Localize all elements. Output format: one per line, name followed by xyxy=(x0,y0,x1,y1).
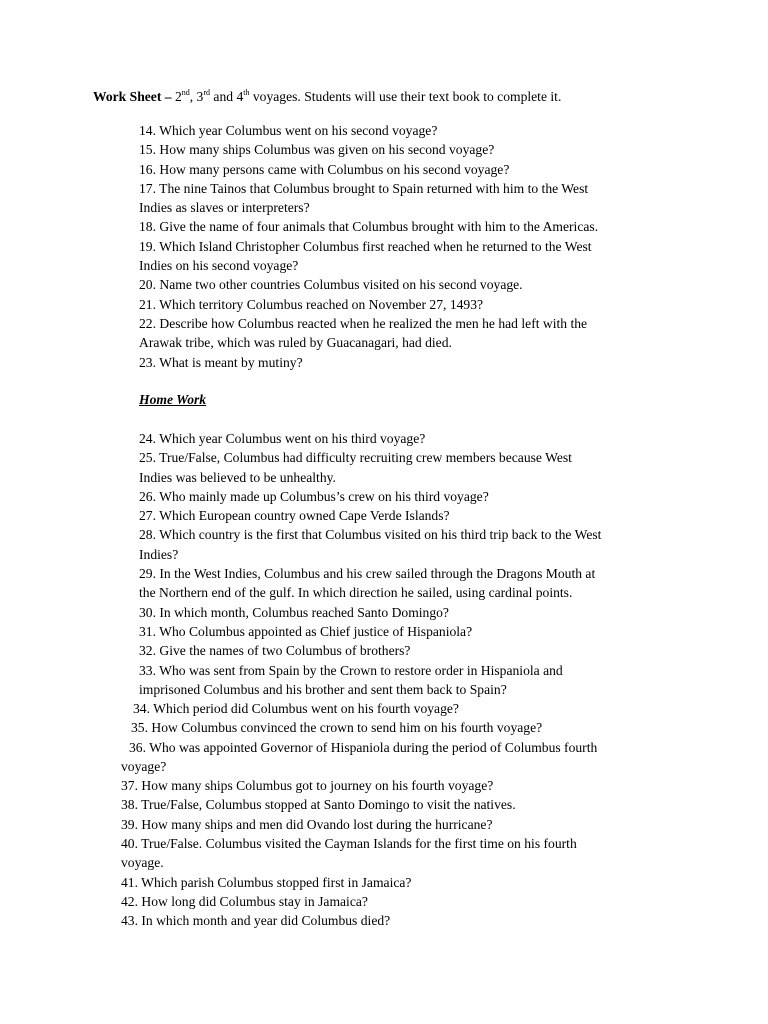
question-line: Indies as slaves or interpreters? xyxy=(139,200,310,216)
question-line: Indies was believed to be unhealthy. xyxy=(139,469,336,485)
question-line: 32. Give the names of two Columbus of brothers? xyxy=(139,643,411,659)
question-line: voyage? xyxy=(121,758,167,774)
question-line: 36. Who was appointed Governor of Hispaniola during the period of Columbus fourth xyxy=(129,739,598,755)
question-line: 42. How long did Columbus stay in Jamaica? xyxy=(121,893,368,909)
question-line: Indies? xyxy=(139,546,179,562)
question-line: 31. Who Columbus appointed as Chief justice of Hispaniola? xyxy=(139,623,473,639)
question-line: Indies on his second voyage? xyxy=(139,258,299,274)
second-voyage-questions xyxy=(139,121,598,372)
worksheet-header xyxy=(93,88,561,106)
question-line: 30. In which month, Columbus reached Santo Domingo? xyxy=(139,604,449,620)
question-line: 21. Which territory Columbus reached on November 27, 1493? xyxy=(139,296,484,312)
question-line: 35. How Columbus convinced the crown to send him on his fourth voyage? xyxy=(131,720,543,736)
question-line: 20. Name two other countries Columbus visited on his second voyage. xyxy=(139,277,523,293)
voyage-4-suffix: th xyxy=(243,88,250,97)
question-line: 26. Who mainly made up Columbus’s crew on his third voyage? xyxy=(139,488,489,504)
voyage-3-suffix: rd xyxy=(203,88,211,97)
question-line: 24. Which year Columbus went on his third voyage? xyxy=(139,431,426,446)
separator: , xyxy=(189,89,197,104)
third-voyage-questions xyxy=(139,429,601,699)
question-line: 41. Which parish Columbus stopped first in Jamaica? xyxy=(121,874,412,890)
question-line: imprisoned Columbus and his brother and sent them back to Spain? xyxy=(139,681,507,697)
question-line: 28. Which country is the first that Columbus visited on his third trip back to the West xyxy=(139,527,602,543)
question-line: the Northern end of the gulf. In which direction he sailed, using cardinal points. xyxy=(139,585,573,601)
fourth-voyage-questions xyxy=(121,699,597,931)
question-line: 39. How many ships and men did Ovando lost during the hurricane? xyxy=(121,816,493,832)
question-line: 23. What is meant by mutiny? xyxy=(139,354,303,370)
question-line: 14. Which year Columbus went on his second voyage? xyxy=(139,123,438,138)
question-line: Arawak tribe, which was ruled by Guacanagari, had died. xyxy=(139,335,452,351)
question-line: 29. In the West Indies, Columbus and his crew sailed through the Dragons Mouth at xyxy=(139,566,596,582)
question-line: 25. True/False, Columbus had difficulty recruiting crew members because West xyxy=(139,450,572,466)
question-line: 17. The nine Tainos that Columbus brought to Spain returned with him to the West xyxy=(139,180,589,196)
question-line: voyage. xyxy=(121,855,164,871)
instructions: voyages. Students will use their text book to complete it. xyxy=(249,89,562,104)
question-line: 15. How many ships Columbus was given on his second voyage? xyxy=(139,142,495,158)
voyage-3: 3 xyxy=(196,89,204,104)
question-line: 27. Which European country owned Cape Verde Islands? xyxy=(139,508,450,524)
question-line: 37. How many ships Columbus got to journey on his fourth voyage? xyxy=(121,778,494,794)
question-line: 43. In which month and year did Columbus died? xyxy=(121,913,391,929)
conjunction: and xyxy=(210,89,237,104)
homework-heading: Home Work xyxy=(139,392,207,407)
question-line: 34. Which period did Columbus went on his fourth voyage? xyxy=(133,701,459,716)
question-line: 16. How many persons came with Columbus on his second voyage? xyxy=(139,161,510,177)
voyage-2-suffix: nd xyxy=(181,88,190,97)
worksheet-title: Work Sheet – xyxy=(93,89,172,104)
question-line: 40. True/False. Columbus visited the Cayman Islands for the first time on his fourth xyxy=(121,836,577,852)
voyage-4: 4 xyxy=(236,89,244,104)
question-line: 33. Who was sent from Spain by the Crown to restore order in Hispaniola and xyxy=(139,662,563,678)
voyage-2: 2 xyxy=(174,89,182,104)
question-line: 22. Describe how Columbus reacted when he realized the men he had left with the xyxy=(139,315,588,331)
question-line: 18. Give the name of four animals that Columbus brought with him to the Americas. xyxy=(139,219,599,235)
question-line: 38. True/False, Columbus stopped at Santo Domingo to visit the natives. xyxy=(121,797,516,813)
question-line: 19. Which Island Christopher Columbus first reached when he returned to the West xyxy=(139,238,592,254)
